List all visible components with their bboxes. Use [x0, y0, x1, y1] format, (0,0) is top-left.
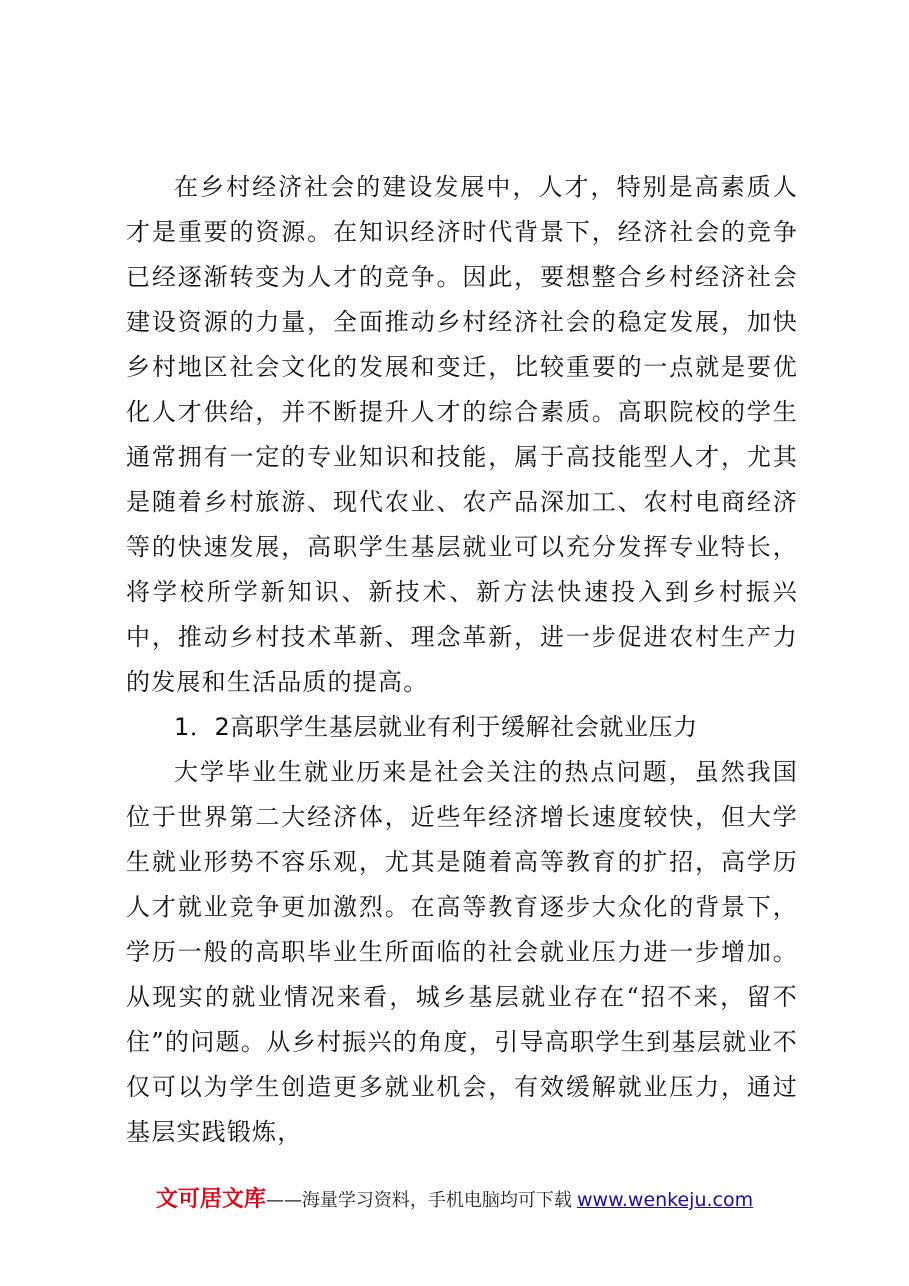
footer-dash: —— — [265, 1190, 302, 1211]
paragraph-talent-resource: 在乡村经济社会的建设发展中，人才，特别是高素质人才是重要的资源。在知识经济时代背景下，经济社会的竞争已经逐渐转变为人才的竞争。因此，要想整合乡村经济社会建设资源的力量，全面推动乡村经济社会的稳定发展，加快乡村地区社会文化的发展和变迁，比较重要的一点就是要优化人才供给，并不断提升人才的综合素质。高职院校的学生通常拥有一定的专业知识和技能，属于高技能型人才，尤其是随着乡村旅游、现代农业、农产品深加工、农村电商经济等的快速发展，高职学生基层就业可以充分发挥专业特长，将学校所学新知识、新技术、新方法快速投入到乡村振兴中，推动乡村技术革新、理念革新，进一步促进农村生产力的发展和生活品质的提高。 — [126, 173, 798, 696]
footer-website-link[interactable]: www.wenkeju.com — [576, 1189, 754, 1211]
footer-banner — [0, 1182, 909, 1213]
footer-tagline: 海量学习资料，手机电脑均可下载 — [301, 1190, 572, 1211]
document-body — [126, 165, 798, 1155]
paragraph-employment-pressure: 大学毕业生就业历来是社会关注的热点问题，虽然我国位于世界第二大经济体，近些年经济增长速度较快，但大学生就业形势不容乐观，尤其是随着高等教育的扩招，高学历人才就业竞争更加激烈。在高等教育逐步大众化的背景下，学历一般的高职毕业生所面临的社会就业压力进一步增加。从现实的就业情况来看，城乡基层就业存在“招不来，留不住”的问题。从乡村振兴的角度，引导高职学生到基层就业不仅可以为学生创造更多就业机会，有效缓解就业压力，通过基层实践锻炼， — [126, 758, 798, 1146]
footer-brand: 文可居文库 — [155, 1187, 266, 1212]
section-heading-1-2: 1．2高职学生基层就业有利于缓解社会就业压力 — [174, 713, 698, 741]
